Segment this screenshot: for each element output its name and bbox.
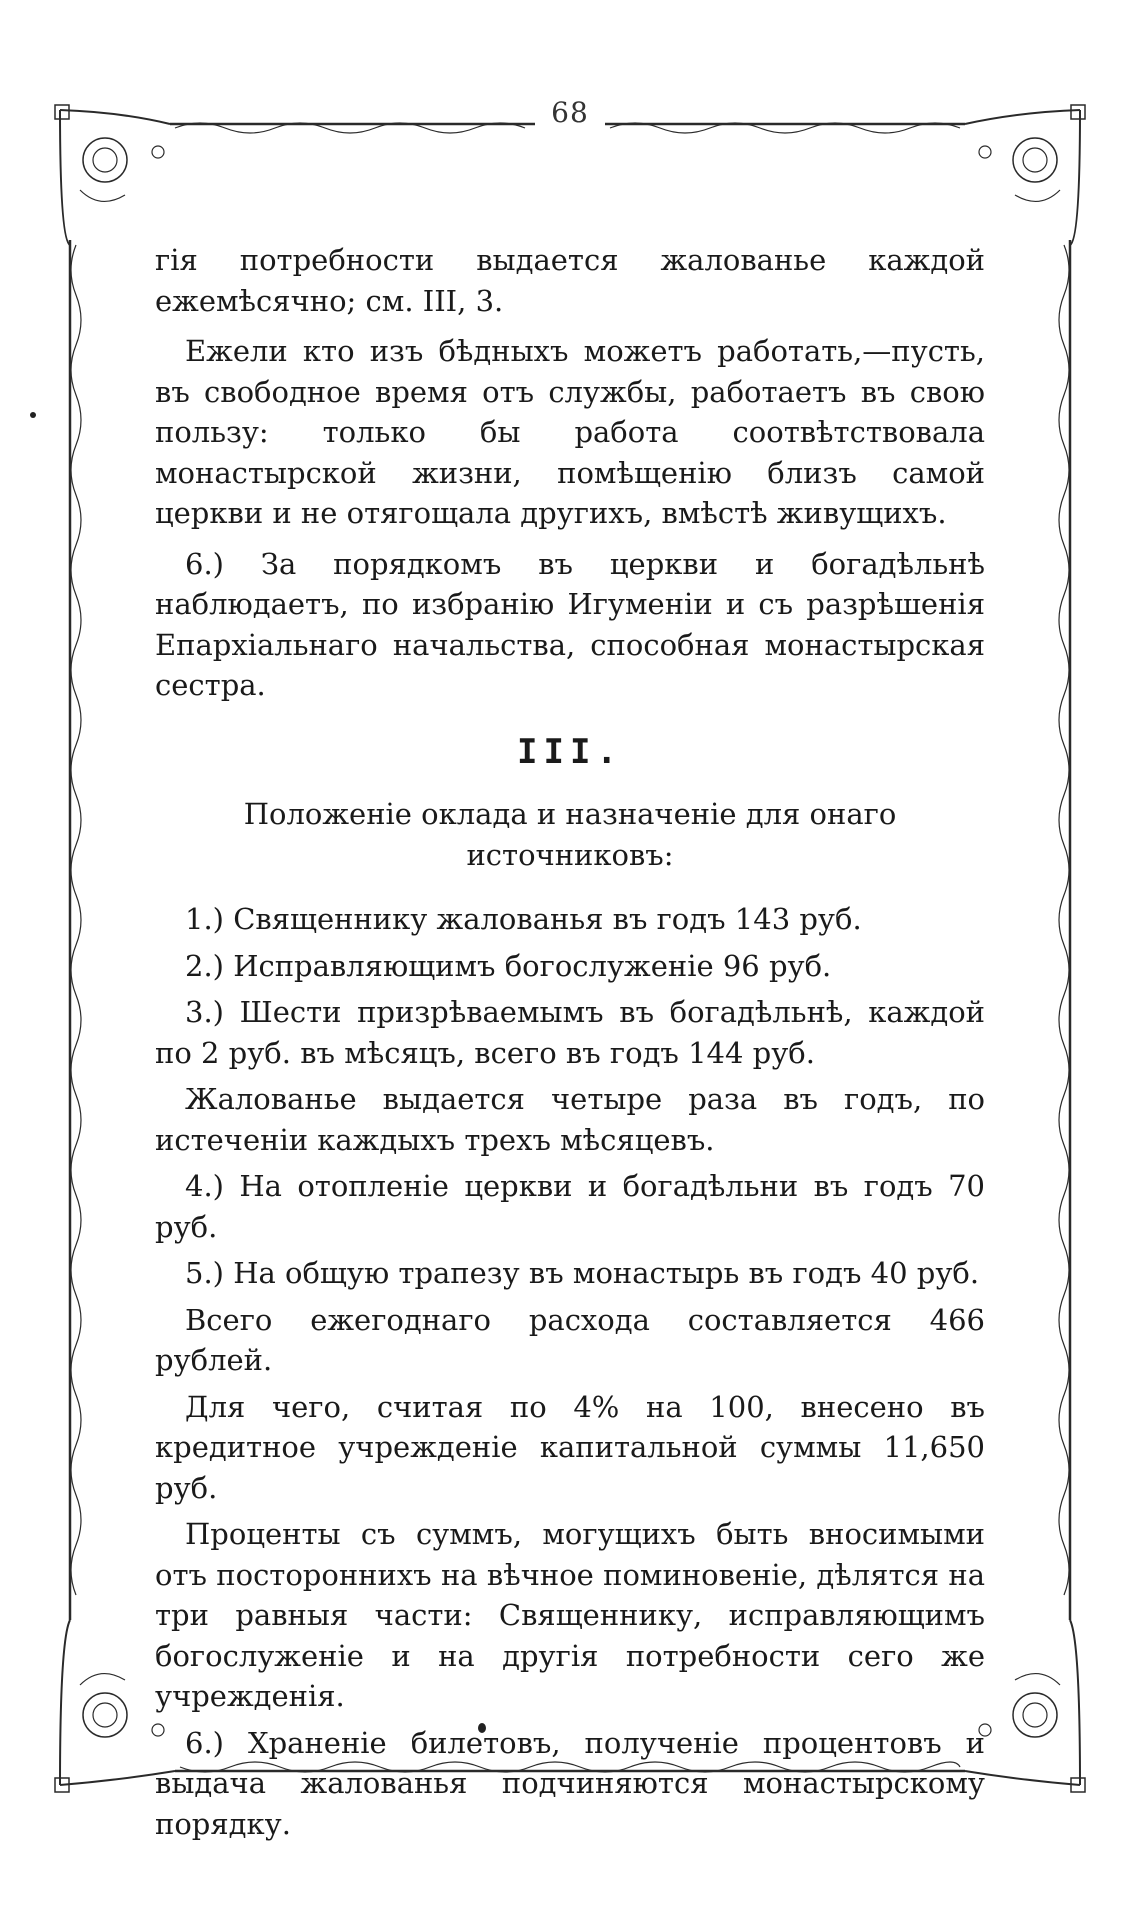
list-item: 2.) Исправляющимъ богослуженіе 96 руб. [185,948,832,983]
section-title: Положеніе оклада и назначеніе для онаго источниковъ: [243,797,897,872]
section-number: III. [517,731,623,772]
list-item: 4.) На отопленіе церкви и богадѣльни въ годъ 70 руб. [155,1169,985,1244]
paragraph-item-6-order: 6.) За порядкомъ въ церкви и богадѣльнѣ наблюдаетъ, по избранію Игуменіи и съ разрѣшенія Епархіальнаго начальства, способная монастырская сестра. [155,546,985,702]
paragraph-total: Всего ежегоднаго расхода составляется 466 рублей. [155,1302,985,1377]
paragraph-work: Ежели кто изъ бѣдныхъ можетъ работать,—пусть, въ свободное время отъ службы, работаетъ въ свою пользу: только бы работа соотвѣтствовала монастырской жизни, помѣщенію близъ самой церкви и не отягощала другихъ, вмѣстѣ живущихъ. [155,334,985,530]
paragraph-salary: Жалованье выдается четыре раза въ годъ, по истеченіи каждыхъ трехъ мѣсяцевъ. [155,1082,985,1157]
paragraph-continuation: гія потребности выдается жалованье каждой ежемѣсячно; см. III, 3. [155,243,985,318]
paragraph-interest: Проценты съ суммъ, могущихъ быть вносимыми отъ постороннихъ на вѣчное поминовеніе, дѣлятся на три равныя части: Священнику, исправляющимъ богослуженіе и на другія потребности сего же учрежденія. [155,1517,985,1713]
list-item: 1.) Священнику жалованья въ годъ 143 руб. [185,902,862,936]
list-item: 3.) Шести призрѣваемымъ въ богадѣльнѣ, каждой по 2 руб. въ мѣсяцъ, всего въ годъ 144 руб. [155,995,985,1070]
ink-dot [30,412,36,418]
page-number: 68 [551,96,589,129]
list-item: 5.) На общую трапезу въ монастырь въ годъ 40 руб. [185,1256,980,1290]
page-text [155,240,985,1850]
list-item: 6.) Храненіе билетовъ, полученіе процентовъ и выдача жалованья подчиняются монастырскому порядку. [155,1725,985,1841]
paragraph-capital: Для чего, считая по 4% на 100, внесено въ кредитное учрежденіе капитальной суммы 11,650 руб. [155,1389,985,1505]
